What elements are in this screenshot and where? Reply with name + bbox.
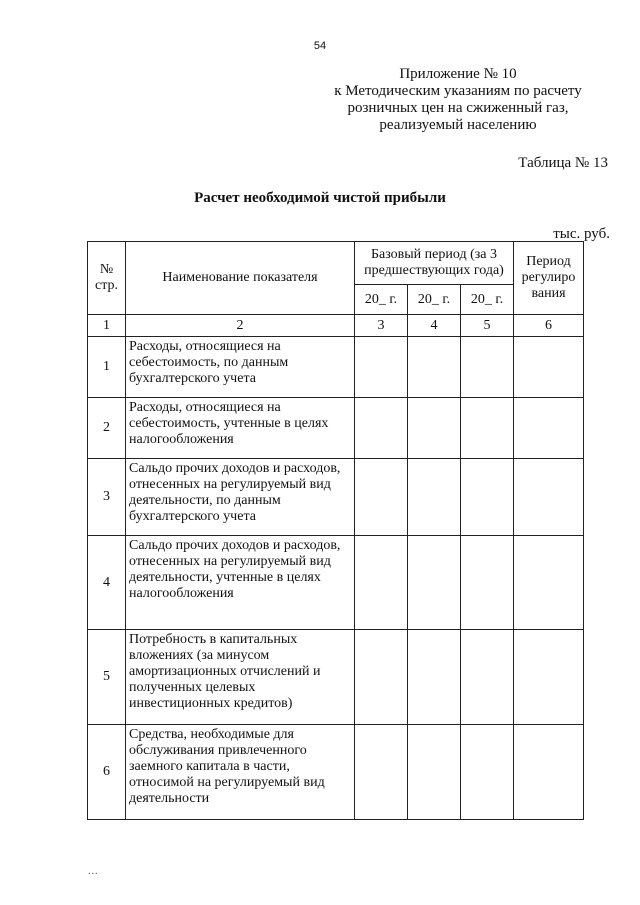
column-number: 1	[88, 315, 126, 337]
table-row	[88, 337, 584, 398]
row-number: 1	[88, 337, 126, 398]
appendix-line-2: к Методическим указаниям по расчету	[334, 83, 582, 99]
row-name: Потребность в капитальных вложениях (за минусом амортизационных отчислений и полученных целевых инвестиционных кредитов)	[126, 630, 355, 725]
scan-artifact-mark: ...	[88, 866, 99, 877]
appendix-line-3: розничных цен на сжиженный газ,	[347, 100, 569, 116]
value-cell	[355, 337, 408, 398]
row-number: 5	[88, 630, 126, 725]
value-cell	[514, 725, 584, 820]
value-cell	[355, 630, 408, 725]
table-row	[88, 398, 584, 459]
appendix-header	[308, 66, 608, 134]
table-row	[88, 459, 584, 536]
value-cell	[514, 630, 584, 725]
row-name: Средства, необходимые для обслуживания привлеченного заемного капитала в части, относимой на регулируемый вид деятельности	[126, 725, 355, 820]
table-row	[88, 536, 584, 630]
units-label: тыс. руб.	[553, 226, 610, 242]
column-number: 3	[355, 315, 408, 337]
value-cell	[408, 398, 461, 459]
header-regulation-period: Период регулиро вания	[514, 242, 584, 315]
row-name: Расходы, относящиеся на себестоимость, учтенные в целях налогообложения	[126, 398, 355, 459]
header-name: Наименование показателя	[126, 242, 355, 315]
value-cell	[408, 630, 461, 725]
value-cell	[514, 337, 584, 398]
value-cell	[408, 536, 461, 630]
row-number: 3	[88, 459, 126, 536]
value-cell	[514, 536, 584, 630]
value-cell	[461, 398, 514, 459]
row-name: Расходы, относящиеся на себестоимость, по данным бухгалтерского учета	[126, 337, 355, 398]
row-name: Сальдо прочих доходов и расходов, отнесенных на регулируемый вид деятельности, по данным бухгалтерского учета	[126, 459, 355, 536]
value-cell	[408, 337, 461, 398]
header-year-1: 20_ г.	[355, 285, 408, 315]
table-label: Таблица № 13	[518, 155, 608, 171]
value-cell	[461, 630, 514, 725]
value-cell	[461, 459, 514, 536]
header-base-period: Базовый период (за 3 предшествующих года)	[355, 242, 514, 285]
header-num: № стр.	[88, 242, 126, 315]
row-name: Сальдо прочих доходов и расходов, отнесенных на регулируемый вид деятельности, учтенные в целях налогообложения	[126, 536, 355, 630]
row-number: 6	[88, 725, 126, 820]
value-cell	[355, 725, 408, 820]
value-cell	[461, 725, 514, 820]
appendix-line-1: Приложение № 10	[399, 66, 517, 82]
value-cell	[461, 536, 514, 630]
header-year-3: 20_ г.	[461, 285, 514, 315]
row-number: 2	[88, 398, 126, 459]
row-number: 4	[88, 536, 126, 630]
column-number: 2	[126, 315, 355, 337]
value-cell	[355, 536, 408, 630]
value-cell	[408, 725, 461, 820]
profit-table	[87, 241, 584, 820]
value-cell	[514, 459, 584, 536]
document-title: Расчет необходимой чистой прибыли	[194, 190, 446, 206]
value-cell	[355, 459, 408, 536]
header-year-2: 20_ г.	[408, 285, 461, 315]
value-cell	[514, 398, 584, 459]
table-row	[88, 725, 584, 820]
column-number: 5	[461, 315, 514, 337]
table-row	[88, 630, 584, 725]
column-number: 4	[408, 315, 461, 337]
value-cell	[355, 398, 408, 459]
appendix-line-4: реализуемый населению	[379, 117, 537, 133]
column-number: 6	[514, 315, 584, 337]
page-number: 54	[313, 40, 327, 52]
value-cell	[461, 337, 514, 398]
value-cell	[408, 459, 461, 536]
